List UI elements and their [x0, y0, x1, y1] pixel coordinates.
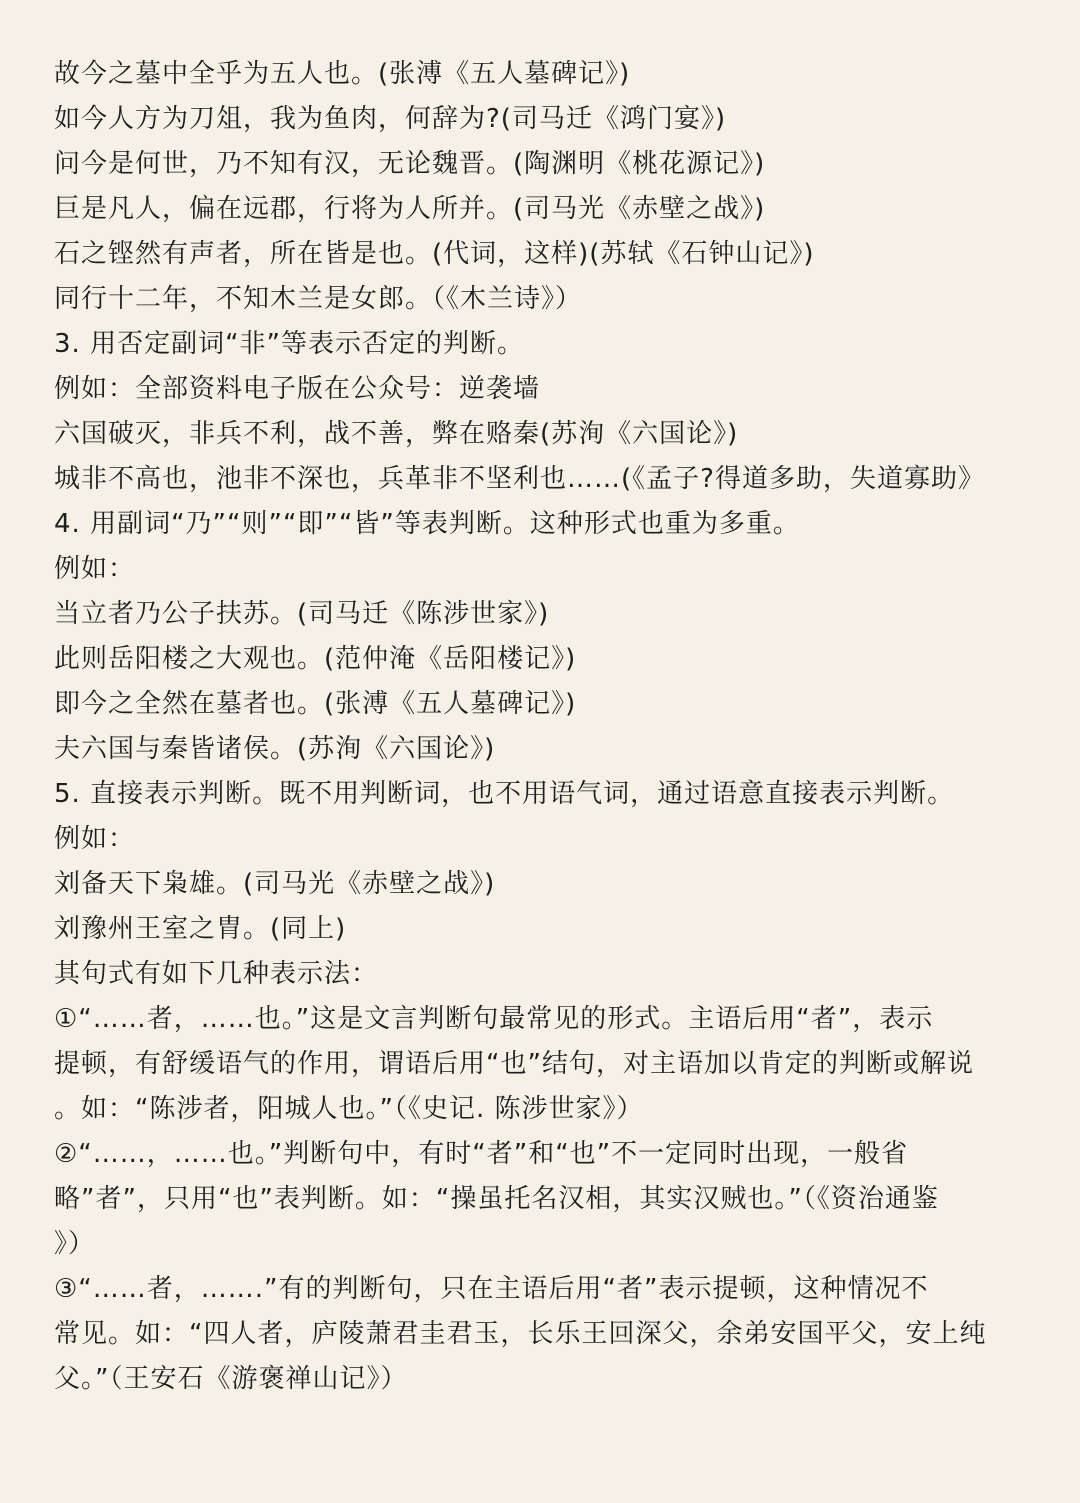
text-line-16: 夫六国与秦皆诸侯。(苏洵《六国论》)	[54, 734, 496, 764]
text-line-1: 故今之墓中全乎为五人也。(张溥《五人墓碑记》)	[54, 59, 631, 89]
pattern-1-line-1: ①“……者，……也。”这是文言判断句最常见的形式。主语后用“者”，表示	[54, 1004, 934, 1034]
text-line-21: 其句式有如下几种表示法：	[54, 959, 379, 989]
text-line-13: 当立者乃公子扶苏。(司马迁《陈涉世家》)	[54, 599, 550, 629]
text-line-14: 此则岳阳楼之大观也。(范仲淹《岳阳楼记》)	[54, 644, 577, 674]
text-line-10: 城非不高也，池非不深也，兵革非不坚利也……(《孟子?得道多助，失道寡助》	[54, 464, 985, 494]
example-label: 例如：	[54, 554, 136, 584]
section-heading-5: 5. 直接表示判断。既不用判断词，也不用语气词，通过语意直接表示判断。	[54, 779, 955, 809]
example-label: 例如：	[54, 824, 136, 854]
pattern-3-line-2: 常见。如：“四人者，庐陵萧君圭君玉，长乐王回深父，余弟安国平父，安上纯	[54, 1319, 987, 1349]
text-line-9: 六国破灭，非兵不利，战不善，弊在赂秦(苏洵《六国论》)	[54, 419, 739, 449]
pattern-2-line-2: 略”者”，只用“也”表判断。如：“操虽托名汉相，其实汉贼也。”（《资治通鉴	[54, 1184, 939, 1214]
text-line-20: 刘豫州王室之胄。(同上)	[54, 914, 347, 944]
pattern-2-line-1: ②“……，……也。”判断句中，有时“者”和“也”不一定同时出现，一般省	[54, 1139, 909, 1169]
text-line-2: 如今人方为刀俎，我为鱼肉，何辞为?(司马迁《鸿门宴》)	[54, 104, 727, 134]
pattern-2-line-3: 》）	[54, 1229, 96, 1259]
section-heading-3: 3. 用否定副词“非”等表示否定的判断。	[54, 329, 525, 359]
pattern-3-line-3: 父。”（王安石《游褒禅山记》）	[54, 1364, 408, 1394]
section-heading-4: 4. 用副词“乃”“则”“即”“皆”等表判断。这种形式也重为多重。	[54, 509, 800, 539]
text-line-6: 同行十二年，不知木兰是女郎。（《木兰诗》）	[54, 284, 583, 314]
pattern-1-line-2: 提顿，有舒缓语气的作用，谓语后用“也”结句，对主语加以肯定的判断或解说	[54, 1049, 974, 1079]
text-line-15: 即今之全然在墓者也。(张溥《五人墓碑记》)	[54, 689, 577, 719]
pattern-3-line-1: ③“……者，…….”有的判断句，只在主语后用“者”表示提顿，这种情况不	[54, 1274, 929, 1304]
example-label: 例如：全部资料电子版在公众号：逆袭墙	[54, 374, 541, 404]
text-line-3: 问今是何世，乃不知有汉，无论魏晋。(陶渊明《桃花源记》)	[54, 149, 766, 179]
text-line-19: 刘备天下枭雄。(司马光《赤壁之战》)	[54, 869, 496, 899]
text-line-4: 巨是凡人，偏在远郡，行将为人所并。(司马光《赤壁之战》)	[54, 194, 766, 224]
text-line-5: 石之铿然有声者，所在皆是也。(代词，这样)(苏轼《石钟山记》)	[54, 239, 815, 269]
pattern-1-line-3: 。如：“陈涉者，阳城人也。”（《史记. 陈涉世家》）	[54, 1094, 644, 1124]
